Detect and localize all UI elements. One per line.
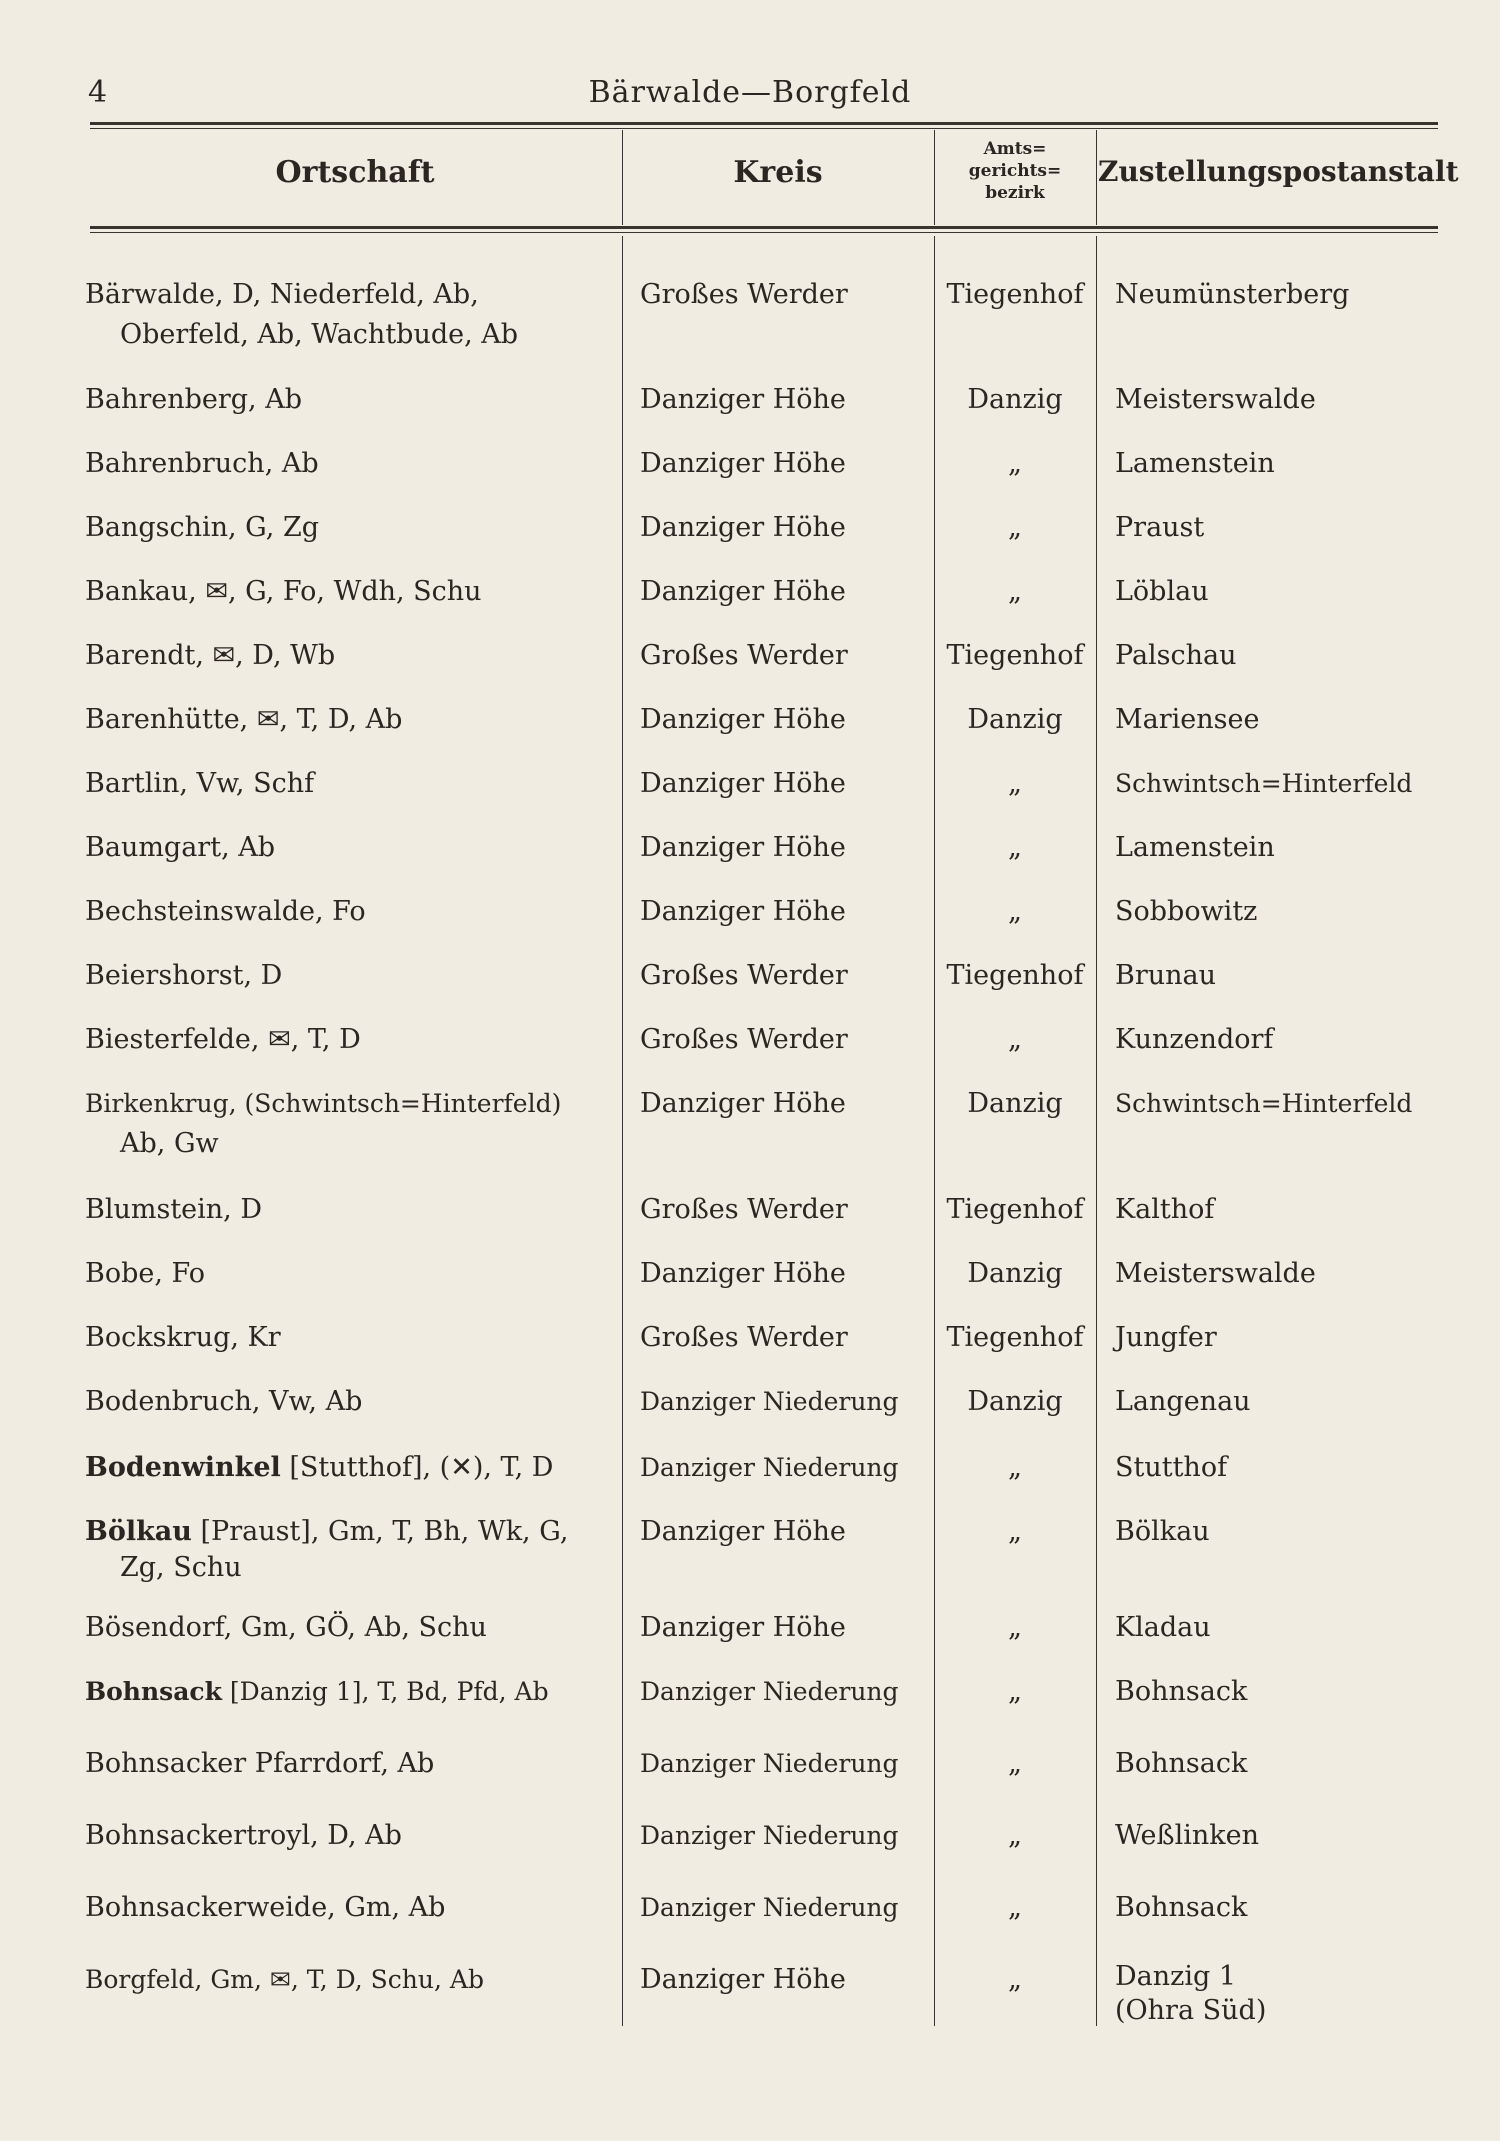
cell-amtsgericht: Danzig — [967, 1088, 1063, 1119]
cell-ortschaft — [85, 1448, 620, 1488]
cell-ortschaft: Blumstein, D — [85, 1194, 262, 1225]
cell-amtsgericht: Tiegenhof — [946, 1322, 1084, 1353]
cell-amtsgericht: „ — [1008, 1676, 1022, 1707]
cell-kreis: Danziger Höhe — [640, 384, 846, 415]
header-rule-top — [90, 122, 1438, 125]
cell-ortschaft — [85, 1512, 620, 1584]
ortschaft-line-2: Zg, Schu — [120, 1552, 242, 1583]
cell-amtsgericht: „ — [1008, 896, 1022, 927]
column-header-amt-line: Amts= — [983, 139, 1047, 159]
cell-zustellung: Lamenstein — [1115, 832, 1275, 863]
cell-amtsgericht: „ — [1008, 512, 1022, 543]
ortschaft-bold-name: Bodenwinkel — [85, 1452, 281, 1483]
cell-kreis: Danziger Höhe — [640, 512, 846, 543]
cell-ortschaft: Barenhütte, ✉, T, D, Ab — [85, 704, 403, 735]
cell-kreis: Danziger Niederung — [640, 1893, 899, 1922]
cell-zustellung: Palschau — [1115, 640, 1237, 671]
cell-zustellung: Weßlinken — [1115, 1820, 1259, 1851]
cell-ortschaft — [85, 1084, 620, 1164]
cell-kreis: Danziger Höhe — [640, 896, 846, 927]
cell-amtsgericht: Tiegenhof — [946, 640, 1084, 671]
cell-zustellung: Bohnsack — [1115, 1748, 1248, 1779]
cell-ortschaft: Bodenbruch, Vw, Ab — [85, 1386, 363, 1417]
cell-kreis: Danziger Höhe — [640, 1258, 846, 1289]
cell-amtsgericht: Tiegenhof — [946, 1194, 1084, 1225]
ortschaft-details: [Praust], Gm, T, Bh, Wk, G, — [191, 1516, 569, 1547]
column-header-ortschaft: Ortschaft — [275, 155, 435, 190]
cell-zustellung: Löblau — [1115, 576, 1209, 607]
cell-zustellung: Mariensee — [1115, 704, 1260, 735]
cell-amtsgericht: „ — [1008, 1964, 1022, 1995]
running-head: Bärwalde—Borgfeld — [588, 75, 912, 110]
header-rule-top-thin — [90, 128, 1438, 129]
zustellung-line: Danzig 1 — [1115, 1961, 1237, 1992]
header-rule-bottom — [90, 226, 1438, 229]
column-divider — [934, 236, 935, 2026]
cell-zustellung: Bölkau — [1115, 1516, 1210, 1547]
header-rule-bottom-thin — [90, 232, 1438, 233]
cell-kreis: Danziger Höhe — [640, 576, 846, 607]
cell-zustellung: Kladau — [1115, 1612, 1211, 1643]
cell-zustellung: Meisterswalde — [1115, 384, 1316, 415]
cell-ortschaft — [85, 1672, 620, 1712]
column-divider — [934, 130, 935, 225]
cell-zustellung: Bohnsack — [1115, 1676, 1248, 1707]
cell-amtsgericht: „ — [1008, 1820, 1022, 1851]
column-divider — [1096, 236, 1097, 2026]
cell-kreis: Großes Werder — [640, 640, 848, 671]
cell-ortschaft: Baumgart, Ab — [85, 832, 276, 863]
cell-kreis: Danziger Höhe — [640, 1964, 846, 1995]
column-header-zustellungspostanstalt: Zustellungspostanstalt — [1098, 155, 1459, 188]
cell-zustellung: Kalthof — [1115, 1194, 1215, 1225]
cell-ortschaft: Beiershorst, D — [85, 960, 283, 991]
cell-zustellung — [1115, 1960, 1445, 2028]
cell-kreis: Großes Werder — [640, 1024, 848, 1055]
cell-ortschaft: Bohnsacker Pfarrdorf, Ab — [85, 1748, 435, 1779]
cell-amtsgericht: Danzig — [967, 1258, 1063, 1289]
cell-kreis: Großes Werder — [640, 960, 848, 991]
cell-kreis: Danziger Niederung — [640, 1453, 899, 1482]
cell-kreis: Danziger Höhe — [640, 704, 846, 735]
cell-kreis: Großes Werder — [640, 279, 848, 310]
column-header-amtsgerichtsbezirk — [936, 138, 1094, 204]
column-header-kreis: Kreis — [733, 155, 823, 190]
cell-amtsgericht: „ — [1008, 448, 1022, 479]
cell-kreis: Danziger Höhe — [640, 1088, 846, 1119]
ortschaft-line: Birkenkrug, (Schwintsch=Hinterfeld) — [85, 1089, 562, 1118]
cell-amtsgericht: Danzig — [967, 704, 1063, 735]
cell-ortschaft: Bahrenberg, Ab — [85, 384, 303, 415]
cell-ortschaft: Bockskrug, Kr — [85, 1322, 281, 1353]
cell-amtsgericht: Tiegenhof — [946, 279, 1084, 310]
cell-kreis: Großes Werder — [640, 1194, 848, 1225]
cell-amtsgericht: „ — [1008, 1892, 1022, 1923]
cell-amtsgericht: „ — [1008, 768, 1022, 799]
cell-zustellung: Bohnsack — [1115, 1892, 1248, 1923]
cell-kreis: Danziger Niederung — [640, 1387, 899, 1416]
cell-amtsgericht: „ — [1008, 832, 1022, 863]
cell-kreis: Großes Werder — [640, 1322, 848, 1353]
cell-kreis: Danziger Höhe — [640, 448, 846, 479]
cell-kreis: Danziger Niederung — [640, 1677, 899, 1706]
cell-amtsgericht: „ — [1008, 1612, 1022, 1643]
cell-zustellung: Kunzendorf — [1115, 1024, 1274, 1055]
ortschaft-line-2: Ab, Gw — [120, 1128, 219, 1159]
cell-ortschaft: Bösendorf, Gm, GÖ, Ab, Schu — [85, 1612, 487, 1643]
cell-zustellung: Langenau — [1115, 1386, 1251, 1417]
cell-zustellung: Sobbowitz — [1115, 896, 1258, 927]
cell-ortschaft: Borgfeld, Gm, ✉, T, D, Schu, Ab — [85, 1965, 484, 1994]
cell-ortschaft: Bangschin, G, Zg — [85, 512, 319, 543]
cell-ortschaft: Bahrenbruch, Ab — [85, 448, 319, 479]
cell-amtsgericht: „ — [1008, 1748, 1022, 1779]
cell-amtsgericht: „ — [1008, 576, 1022, 607]
cell-zustellung: Brunau — [1115, 960, 1217, 991]
cell-zustellung: Praust — [1115, 512, 1205, 543]
cell-ortschaft: Bechsteinswalde, Fo — [85, 896, 366, 927]
cell-zustellung: Meisterswalde — [1115, 1258, 1316, 1289]
ortschaft-details: [Stutthof], (✕), T, D — [280, 1452, 554, 1483]
cell-ortschaft: Barendt, ✉, D, Wb — [85, 640, 336, 671]
cell-kreis: Danziger Höhe — [640, 832, 846, 863]
ortschaft-bold-name: Bölkau — [85, 1516, 192, 1547]
cell-zustellung: Stutthof — [1115, 1452, 1228, 1483]
cell-kreis: Danziger Höhe — [640, 1612, 846, 1643]
column-divider — [622, 236, 623, 2026]
cell-kreis: Danziger Niederung — [640, 1821, 899, 1850]
cell-ortschaft: Bobe, Fo — [85, 1258, 206, 1289]
cell-kreis: Danziger Niederung — [640, 1749, 899, 1778]
cell-zustellung: Schwintsch=Hinterfeld — [1115, 1089, 1413, 1118]
cell-ortschaft: Bohnsackerweide, Gm, Ab — [85, 1892, 446, 1923]
cell-ortschaft — [85, 275, 620, 355]
column-divider — [622, 130, 623, 225]
ortschaft-details: [Danzig 1], T, Bd, Pfd, Ab — [221, 1677, 549, 1706]
cell-zustellung: Schwintsch=Hinterfeld — [1115, 769, 1413, 798]
ortschaft-line — [85, 1512, 620, 1552]
cell-ortschaft: Bankau, ✉, G, Fo, Wdh, Schu — [85, 576, 482, 607]
cell-amtsgericht: „ — [1008, 1516, 1022, 1547]
cell-ortschaft: Biesterfelde, ✉, T, D — [85, 1024, 361, 1055]
cell-amtsgericht: „ — [1008, 1452, 1022, 1483]
cell-zustellung: Neumünsterberg — [1115, 279, 1350, 310]
cell-kreis: Danziger Höhe — [640, 1516, 846, 1547]
cell-ortschaft: Bohnsackertroyl, D, Ab — [85, 1820, 402, 1851]
ortschaft-line: Bärwalde, D, Niederfeld, Ab, — [85, 279, 479, 310]
cell-ortschaft: Bartlin, Vw, Schf — [85, 768, 315, 799]
page-number: 4 — [88, 75, 108, 110]
ortschaft-line-2: Oberfeld, Ab, Wachtbude, Ab — [120, 319, 519, 350]
cell-kreis: Danziger Höhe — [640, 768, 846, 799]
cell-amtsgericht: „ — [1008, 1024, 1022, 1055]
zustellung-line-2: (Ohra Süd) — [1115, 1995, 1267, 2026]
column-divider — [1096, 130, 1097, 225]
cell-amtsgericht: Tiegenhof — [946, 960, 1084, 991]
column-header-amt-line: gerichts= — [968, 161, 1062, 181]
cell-amtsgericht: Danzig — [967, 1386, 1063, 1417]
ortschaft-bold-name: Bohnsack — [85, 1677, 222, 1706]
cell-zustellung: Lamenstein — [1115, 448, 1275, 479]
column-header-amt-line: bezirk — [985, 183, 1045, 203]
cell-zustellung: Jungfer — [1115, 1322, 1217, 1353]
cell-amtsgericht: Danzig — [967, 384, 1063, 415]
